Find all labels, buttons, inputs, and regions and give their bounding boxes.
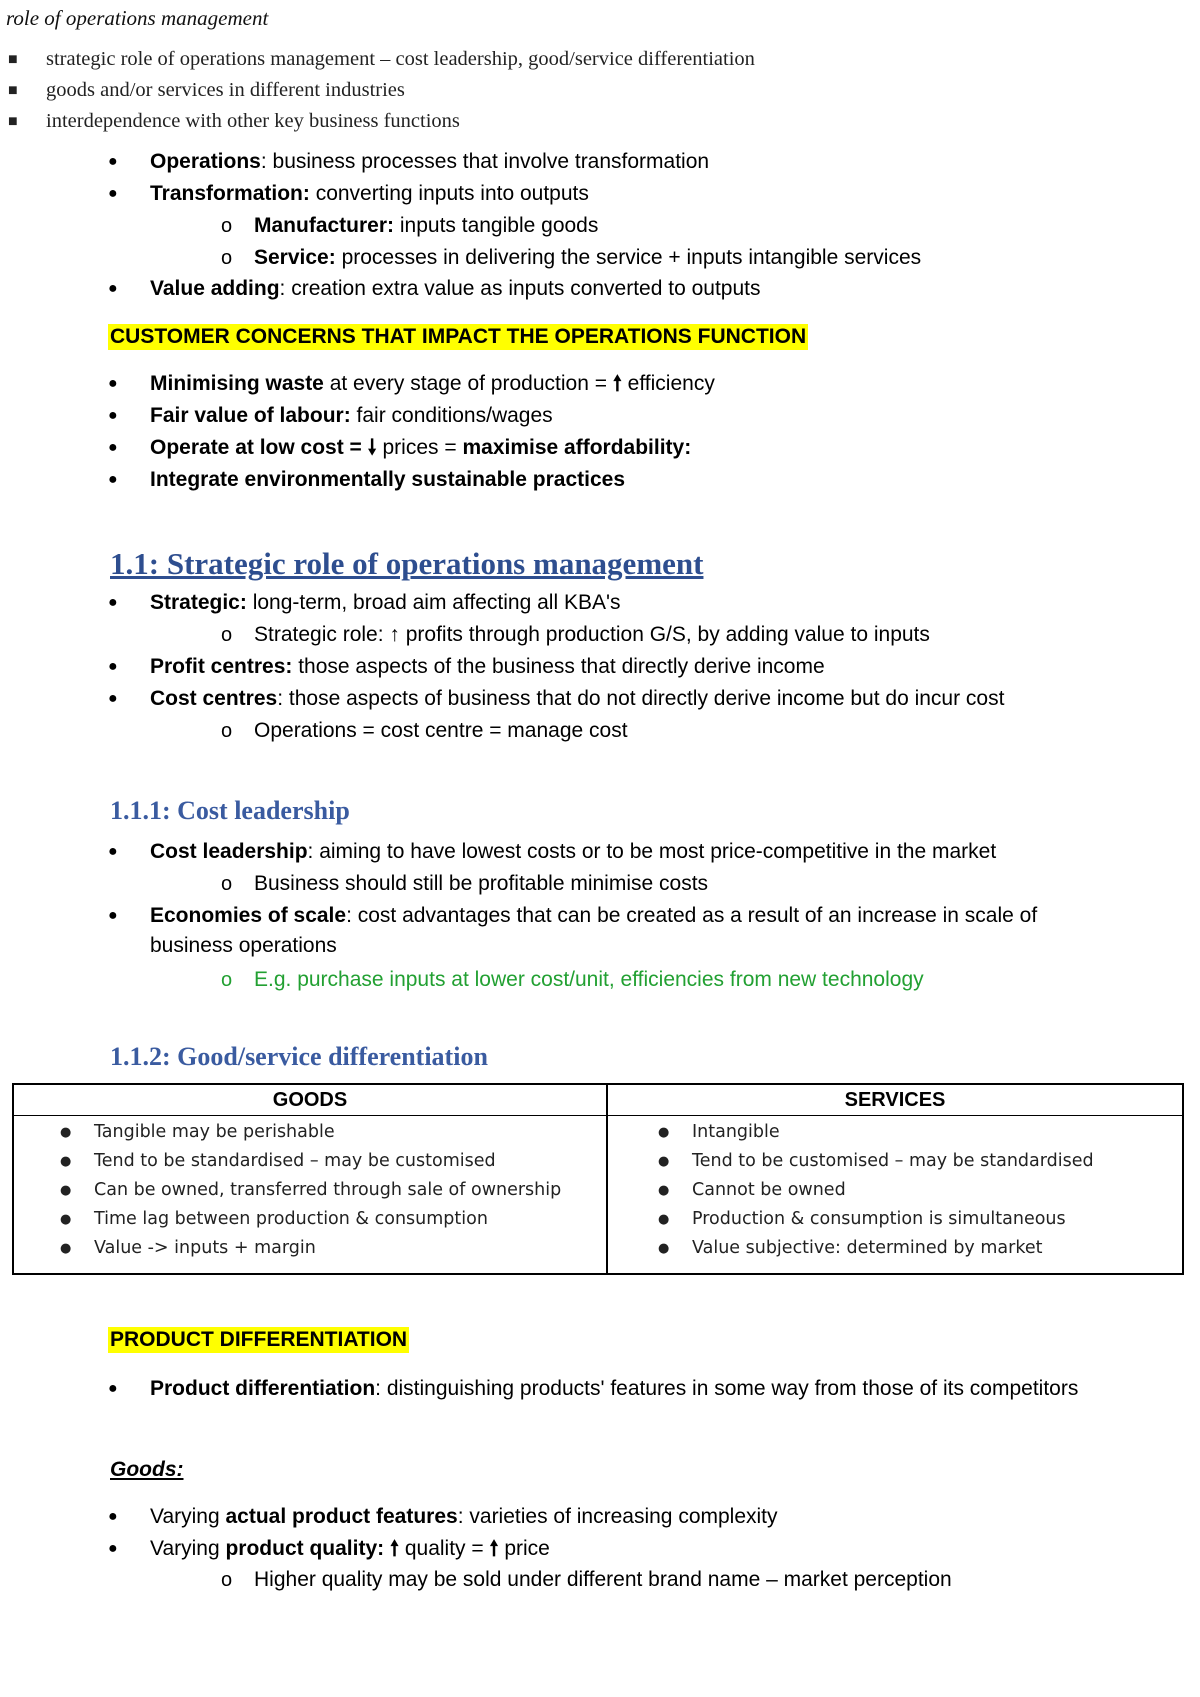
sub-bullet-icon: o — [221, 247, 233, 269]
bullet-icon: ● — [658, 1212, 670, 1227]
list-item — [221, 965, 924, 995]
term: Operate at low cost = — [150, 436, 368, 459]
term: Transformation: — [150, 182, 310, 205]
definition: Operations = cost centre = manage cost — [254, 719, 628, 742]
bullet-icon: ■ — [8, 113, 18, 130]
section-1-1-title: 1.1: Strategic role of operations management — [110, 546, 704, 581]
term: Profit centres: — [150, 655, 293, 678]
table-cell: Intangible — [692, 1122, 780, 1142]
bullet-icon: ● — [108, 1508, 118, 1525]
list-item — [108, 401, 553, 431]
term: product quality: — [225, 1537, 385, 1560]
section-1-1-2-title: 1.1.2: Good/service differentiation — [110, 1042, 488, 1071]
customer-concerns-heading: CUSTOMER CONCERNS THAT IMPACT THE OPERATIONS FUNCTION — [110, 325, 807, 348]
section-1-1-1-title: 1.1.1: Cost leadership — [110, 796, 350, 825]
syllabus-list — [0, 44, 1000, 137]
list-item — [108, 465, 626, 495]
table-cell: Value subjective: determined by market — [692, 1238, 1043, 1258]
bullet-icon: ● — [108, 1380, 118, 1397]
list-item — [108, 1502, 778, 1532]
services-column — [608, 1085, 1182, 1273]
table-cell: Tend to be customised – may be standardised — [692, 1151, 1094, 1171]
definition: inputs tangible goods — [394, 214, 599, 237]
table-cell: Production & consumption is simultaneous — [692, 1209, 1066, 1229]
bullet-icon: ● — [60, 1125, 72, 1140]
definition: : aiming to have lowest costs or to be most price-competitive in the market — [307, 840, 997, 863]
table-row — [14, 1176, 606, 1205]
bullet-icon: ● — [658, 1154, 670, 1169]
list-item — [0, 106, 1000, 137]
list-item — [221, 869, 709, 899]
bullet-icon: ● — [658, 1241, 670, 1256]
sub-bullet-icon: o — [221, 1569, 233, 1591]
list-item — [108, 1374, 1090, 1404]
list-item — [221, 716, 628, 746]
bullet-icon: ● — [60, 1183, 72, 1198]
term: Service: — [254, 246, 336, 269]
document-title: role of operations management — [6, 6, 269, 30]
table-row — [14, 1147, 606, 1176]
up-arrow-icon: 🠕 — [384, 1537, 399, 1560]
sub-bullet-icon: o — [221, 873, 233, 895]
table-cell: Tangible may be perishable — [94, 1122, 335, 1142]
example-text: E.g. purchase inputs at lower cost/unit, efficiencies from new technology — [254, 968, 924, 991]
table-row — [608, 1205, 1182, 1234]
definition: Varying — [150, 1537, 226, 1560]
definition: those aspects of the business that directly derive income — [292, 655, 825, 678]
list-item — [108, 901, 1110, 961]
goods-column — [14, 1085, 608, 1273]
term: actual product features — [225, 1505, 458, 1528]
list-item — [108, 837, 997, 867]
term: Operations — [150, 150, 261, 173]
syllabus-item: goods and/or services in different industries — [46, 79, 405, 101]
sub-bullet-icon: o — [221, 720, 233, 742]
table-cell: Value -> inputs + margin — [94, 1238, 316, 1258]
definition: efficiency — [621, 372, 715, 395]
up-arrow-icon: 🠕 — [612, 372, 622, 395]
bullet-icon: ● — [108, 1540, 118, 1557]
table-row — [14, 1205, 606, 1234]
term: Economies of scale — [150, 904, 347, 927]
term: Integrate environmentally sustainable practices — [150, 468, 626, 491]
list-item — [108, 1534, 550, 1564]
up-arrow-icon: 🠕 — [489, 1537, 499, 1560]
bullet-icon: ● — [108, 658, 118, 675]
bullet-icon: ● — [60, 1212, 72, 1227]
bullet-icon: ■ — [8, 82, 18, 99]
bullet-icon: ● — [108, 439, 118, 456]
list-item — [108, 588, 621, 618]
syllabus-item: interdependence with other key business functions — [46, 110, 460, 132]
goods-label: Goods: — [110, 1458, 184, 1481]
bullet-icon: ● — [108, 375, 118, 392]
table-row — [608, 1234, 1182, 1263]
term: Cost leadership — [150, 840, 308, 863]
sub-bullet-icon: o — [221, 624, 233, 646]
product-differentiation-heading: PRODUCT DIFFERENTIATION — [110, 1328, 408, 1351]
table-cell: Can be owned, transferred through sale of ownership — [94, 1180, 562, 1200]
list-item — [221, 1565, 952, 1595]
term: Cost centres — [150, 687, 278, 710]
list-item — [0, 75, 1000, 106]
term: maximise affordability: — [462, 436, 692, 459]
goods-services-table — [12, 1083, 1184, 1275]
definition: long-term, broad aim affecting all KBA's — [246, 591, 621, 614]
table-cell: Tend to be standardised – may be customised — [94, 1151, 496, 1171]
list-item — [0, 44, 1000, 75]
table-cell: Time lag between production & consumption — [94, 1209, 488, 1229]
definition: Varying — [150, 1505, 226, 1528]
list-item — [221, 243, 922, 273]
definition: : business processes that involve transformation — [260, 150, 710, 173]
down-arrow-icon: 🠗 — [367, 436, 377, 459]
list-item — [108, 369, 715, 399]
table-row — [14, 1234, 606, 1263]
definition: Business should still be profitable minimise costs — [254, 872, 709, 895]
table-row — [608, 1176, 1182, 1205]
definition: : creation extra value as inputs converted to outputs — [279, 277, 761, 300]
term: Strategic: — [150, 591, 247, 614]
list-item — [108, 652, 825, 682]
definition: : cost advantages that can be created as a result of an increase in scale of business operations — [150, 904, 1038, 957]
table-header: GOODS — [14, 1085, 606, 1116]
bullet-icon: ● — [658, 1183, 670, 1198]
term: Value adding — [150, 277, 280, 300]
term: Fair value of labour: — [150, 404, 351, 427]
table-header: SERVICES — [608, 1085, 1182, 1116]
list-item — [221, 620, 930, 650]
definition: Higher quality may be sold under different brand name – market perception — [254, 1568, 952, 1591]
syllabus-item: strategic role of operations management – cost leadership, good/service differentiation — [46, 48, 755, 70]
bullet-icon: ● — [108, 907, 118, 924]
definition: fair conditions/wages — [350, 404, 553, 427]
list-item — [108, 179, 589, 209]
bullet-icon: ● — [108, 843, 118, 860]
definition: : distinguishing products' features in some way from those of its competitors — [375, 1377, 1079, 1400]
bullet-icon: ● — [108, 153, 118, 170]
definition: at every stage of production = — [323, 372, 613, 395]
table-row — [608, 1118, 1182, 1147]
bullet-icon: ● — [60, 1154, 72, 1169]
definition: converting inputs into outputs — [309, 182, 589, 205]
bullet-icon: ● — [108, 594, 118, 611]
definition: quality = — [399, 1537, 490, 1560]
bullet-icon: ● — [108, 471, 118, 488]
bullet-icon: ■ — [8, 51, 18, 68]
table-row — [14, 1118, 606, 1147]
list-item — [108, 147, 710, 177]
list-item — [108, 433, 692, 463]
table-cell: Cannot be owned — [692, 1180, 846, 1200]
term: Product differentiation — [150, 1377, 376, 1400]
table-row — [608, 1147, 1182, 1176]
definition: Strategic role: ↑ profits through production G/S, by adding value to inputs — [254, 623, 930, 646]
bullet-icon: ● — [108, 407, 118, 424]
definition: processes in delivering the service + inputs intangible services — [335, 246, 922, 269]
term: Manufacturer: — [254, 214, 395, 237]
bullet-icon: ● — [108, 690, 118, 707]
list-item — [108, 274, 761, 304]
term: Minimising waste — [150, 372, 324, 395]
list-item — [108, 684, 1005, 714]
definition: price — [498, 1537, 550, 1560]
list-item — [221, 211, 599, 241]
sub-bullet-icon: o — [221, 215, 233, 237]
definition: : varieties of increasing complexity — [457, 1505, 778, 1528]
bullet-icon: ● — [108, 185, 118, 202]
definition: prices = — [376, 436, 463, 459]
bullet-icon: ● — [108, 280, 118, 297]
definition: : those aspects of business that do not directly derive income but do incur cost — [277, 687, 1005, 710]
bullet-icon: ● — [658, 1125, 670, 1140]
sub-bullet-icon: o — [221, 969, 233, 991]
bullet-icon: ● — [60, 1241, 72, 1256]
